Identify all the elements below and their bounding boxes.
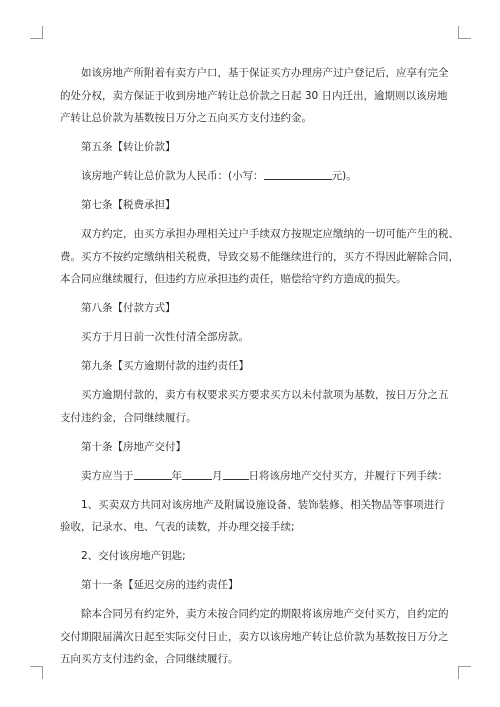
clause-10-body: [60, 465, 446, 488]
clause-5-text: 该房地产转让总价款为人民币：(小写：: [81, 170, 264, 182]
clause-10-title: 第十条【房地产交付】: [81, 440, 186, 453]
text-line: 验收，记录水、电、气表的读数，并办理交接手续;: [60, 521, 295, 533]
month-blank: [182, 468, 212, 480]
text-line: 买方逾期付款的，卖方有权要求买方要求买方以未付款项为基数，按日万分之五: [81, 389, 449, 401]
crop-mark-bottom-left: [30, 666, 43, 679]
document-body: [60, 62, 459, 671]
paragraph-household-registration: [60, 62, 449, 130]
text-line: 支付违约金，合同继续履行。: [60, 411, 197, 424]
clause-10-text: 卖方应当于: [81, 469, 134, 482]
clause-5-text-end: 元)。: [331, 170, 357, 182]
clause-8-body: 买方于月日前一次性付清全部房款。: [81, 331, 249, 343]
text-line: 五向买方支付违约金，合同继续履行。: [60, 653, 239, 665]
text-line: 1、买卖双方共同对该房地产及附属设施设备、装饰装修、相关物品等事项进行: [81, 498, 445, 511]
text-line: 的处分权，卖方保证于收到房地产转让总价款之日起 30 日内迁出，逾期则以该房地: [60, 89, 448, 102]
clause-11-body: [60, 603, 449, 671]
clause-8-title: 第八条【付款方式】: [81, 302, 176, 314]
text-line: 如该房地产所附着有卖方户口，基于保证买方办理房产过户登记后，应享有完全: [81, 67, 449, 79]
text-line: 除本合同另有约定外，卖方未按合同约定的期限将该房地产交付买方，自约定的: [81, 608, 449, 620]
year-blank: [134, 468, 172, 480]
crop-mark-top-right: [458, 26, 471, 39]
crop-mark-top-left: [30, 26, 43, 39]
month-label: 月: [212, 469, 223, 482]
clause-7-title: 第七条【税费承担】: [81, 199, 176, 211]
clause-10-item-1: [60, 494, 446, 539]
clause-11-title: 第十一条【延迟交房的违约责任】: [81, 579, 239, 591]
clause-5-title: 第五条【转让价款】: [81, 141, 176, 153]
text-line: 费。买方不按约定缴纳相关税费，导致交易不能继续进行的，买方不得因此解除合同，: [60, 250, 459, 263]
text-line: 产转让总价款为基数按日万分之五向买方支付违约金。: [60, 112, 312, 124]
text-line: 双方约定，由买方承担办理相关过户手续双方按规定应缴纳的一切可能产生的税、: [81, 228, 459, 240]
year-label: 年: [171, 469, 182, 482]
clause-10-text-end: 日将该房地产交付买方，并履行下列手续：: [248, 469, 448, 482]
clause-5-body: [60, 165, 446, 188]
clause-9-body: [60, 384, 449, 429]
day-blank: [223, 468, 249, 480]
crop-mark-bottom-right: [458, 666, 471, 679]
clause-7-body: [60, 223, 459, 291]
price-blank: [264, 168, 332, 180]
text-line: 交付期限届满次日起至实际交付日止，卖方以该房地产转让总价款为基数按日万分之: [60, 630, 449, 643]
clause-10-item-2: 2、交付该房地产钥匙;: [81, 550, 186, 562]
text-line: 本合同应继续履行，但违约方应承担违约责任，赔偿给守约方造成的损失。: [60, 273, 407, 285]
clause-9-title: 第九条【买方逾期付款的违约责任】: [81, 360, 249, 372]
